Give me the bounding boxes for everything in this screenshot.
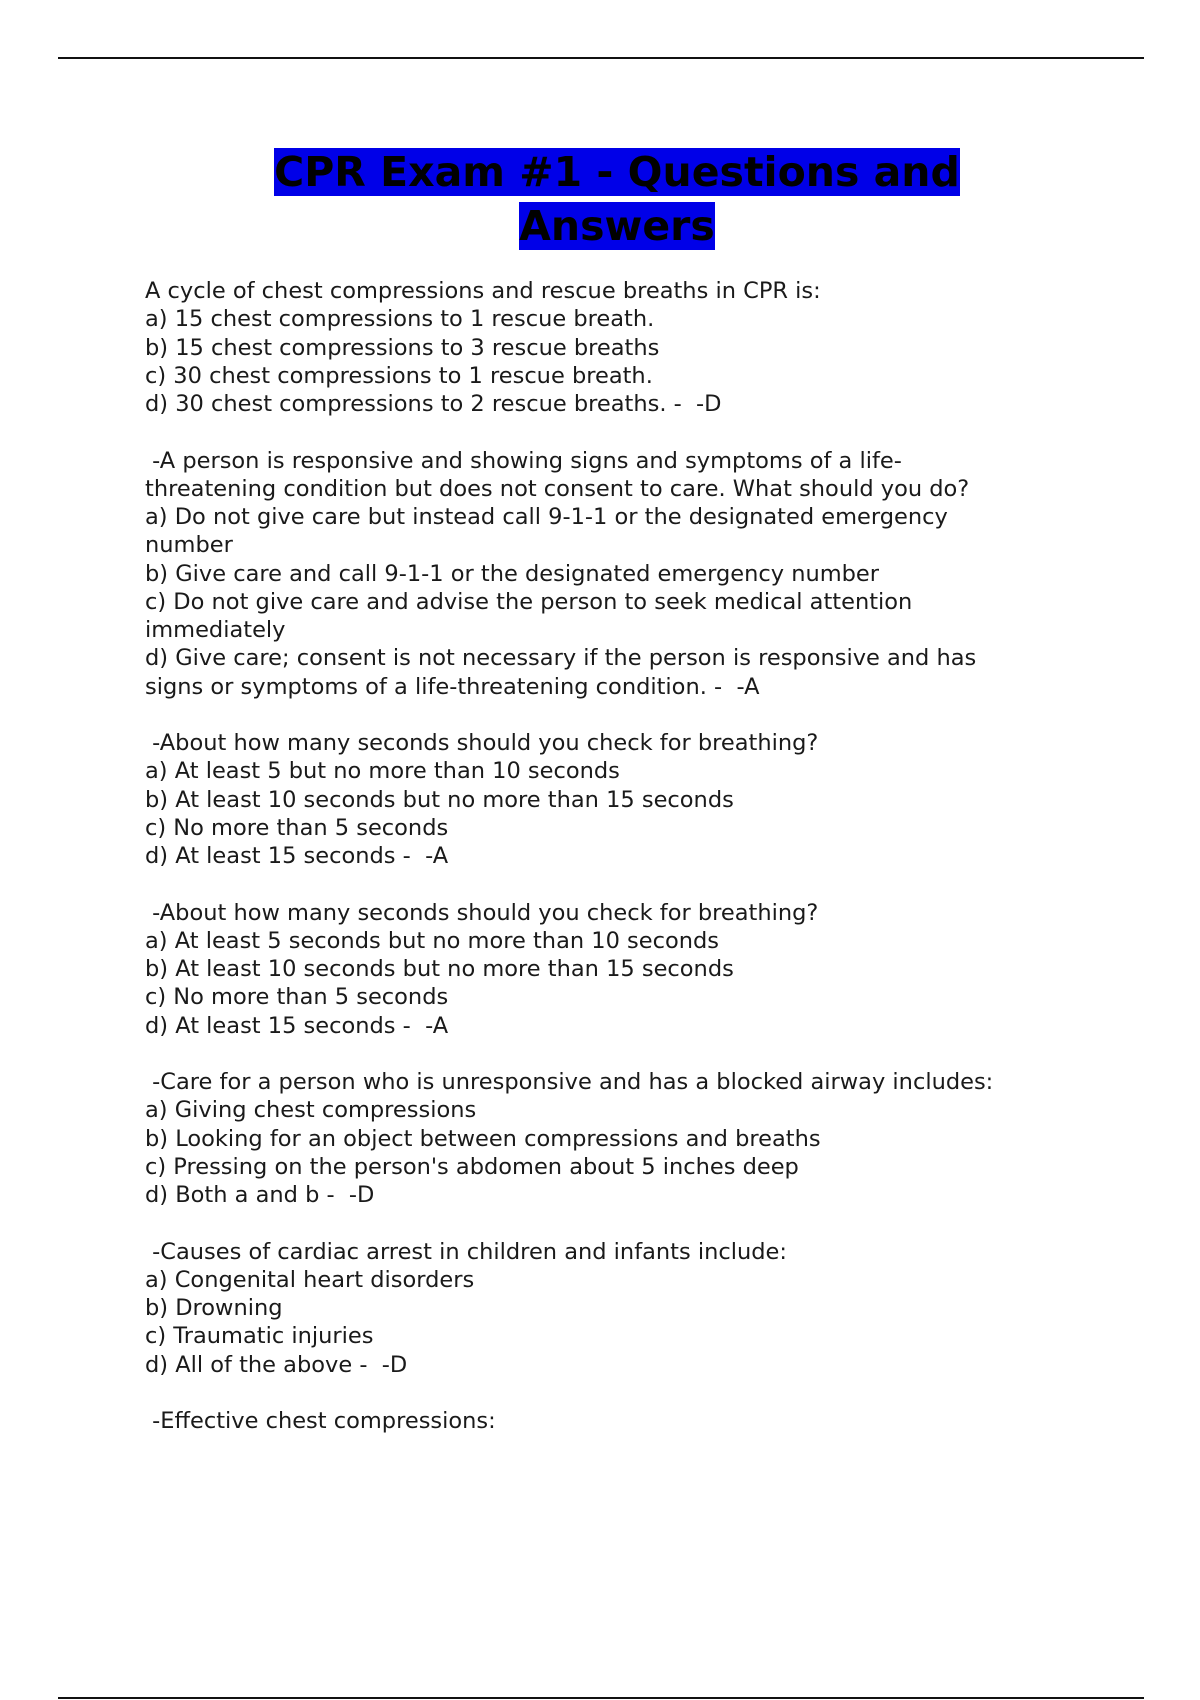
question-line: -Care for a person who is unresponsive and has a blocked airway includes: xyxy=(145,1069,994,1095)
top-rule xyxy=(58,57,1144,59)
question-block xyxy=(145,899,1085,1040)
answer-option: c) Pressing on the person's abdomen about 5 inches deep xyxy=(145,1153,799,1180)
answer-option: d) At least 15 seconds - -A xyxy=(145,1012,449,1039)
bottom-rule xyxy=(58,1697,1144,1699)
answer-option: signs or symptoms of a life-threatening condition. - -A xyxy=(145,673,760,700)
answer-option: c) No more than 5 seconds xyxy=(145,984,449,1011)
answer-option: a) Congenital heart disorders xyxy=(145,1266,475,1293)
question-line: -About how many seconds should you check for breathing? xyxy=(145,899,819,926)
title-line-1: CPR Exam #1 - Questions and xyxy=(274,148,960,196)
answer-option: d) All of the above - -D xyxy=(145,1351,408,1378)
question-block xyxy=(145,447,1085,701)
answer-option: number xyxy=(145,532,233,559)
title-line-2: Answers xyxy=(519,202,715,250)
answer-option: d) 30 chest compressions to 2 rescue breaths. - -D xyxy=(145,391,722,417)
question-line: -Effective chest compressions: xyxy=(145,1408,496,1434)
question-line: threatening condition but does not consent to care. What should you do? xyxy=(145,475,970,502)
answer-option: b) At least 10 seconds but no more than 15 seconds xyxy=(145,786,734,813)
answer-option: c) 30 chest compressions to 1 rescue breath. xyxy=(145,362,653,389)
answer-option: a) Giving chest compressions xyxy=(145,1097,477,1124)
answer-option: b) Looking for an object between compressions and breaths xyxy=(145,1125,821,1152)
answer-option: a) At least 5 seconds but no more than 10 seconds xyxy=(145,927,720,954)
question-block xyxy=(145,1407,1085,1435)
answer-option: c) No more than 5 seconds xyxy=(145,814,449,841)
question-list xyxy=(145,277,1085,1464)
answer-option: b) Drowning xyxy=(145,1295,283,1321)
answer-option: b) At least 10 seconds but no more than 15 seconds xyxy=(145,956,734,982)
answer-option: a) 15 chest compressions to 1 rescue breath. xyxy=(145,306,655,333)
answer-option: c) Traumatic injuries xyxy=(145,1323,374,1350)
answer-option: d) At least 15 seconds - -A xyxy=(145,843,449,869)
question-line: -About how many seconds should you check for breathing? xyxy=(145,730,819,756)
answer-option: a) Do not give care but instead call 9-1-1 or the designated emergency xyxy=(145,504,948,530)
question-block xyxy=(145,1238,1085,1379)
answer-option: d) Both a and b - -D xyxy=(145,1182,375,1208)
answer-option: c) Do not give care and advise the person to seek medical attention xyxy=(145,588,913,615)
question-block xyxy=(145,277,1085,418)
question-block xyxy=(145,1068,1085,1209)
answer-option: a) At least 5 but no more than 10 seconds xyxy=(145,758,620,785)
question-block xyxy=(145,729,1085,870)
document-title xyxy=(0,145,1200,253)
answer-option: d) Give care; consent is not necessary if the person is responsive and has xyxy=(145,645,977,672)
question-line: A cycle of chest compressions and rescue breaths in CPR is: xyxy=(145,278,821,304)
answer-option: b) Give care and call 9-1-1 or the designated emergency number xyxy=(145,560,880,587)
answer-option: b) 15 chest compressions to 3 rescue breaths xyxy=(145,334,660,361)
question-line: -Causes of cardiac arrest in children and infants include: xyxy=(145,1238,787,1265)
question-line: -A person is responsive and showing signs and symptoms of a life- xyxy=(145,447,902,474)
answer-option: immediately xyxy=(145,617,286,643)
